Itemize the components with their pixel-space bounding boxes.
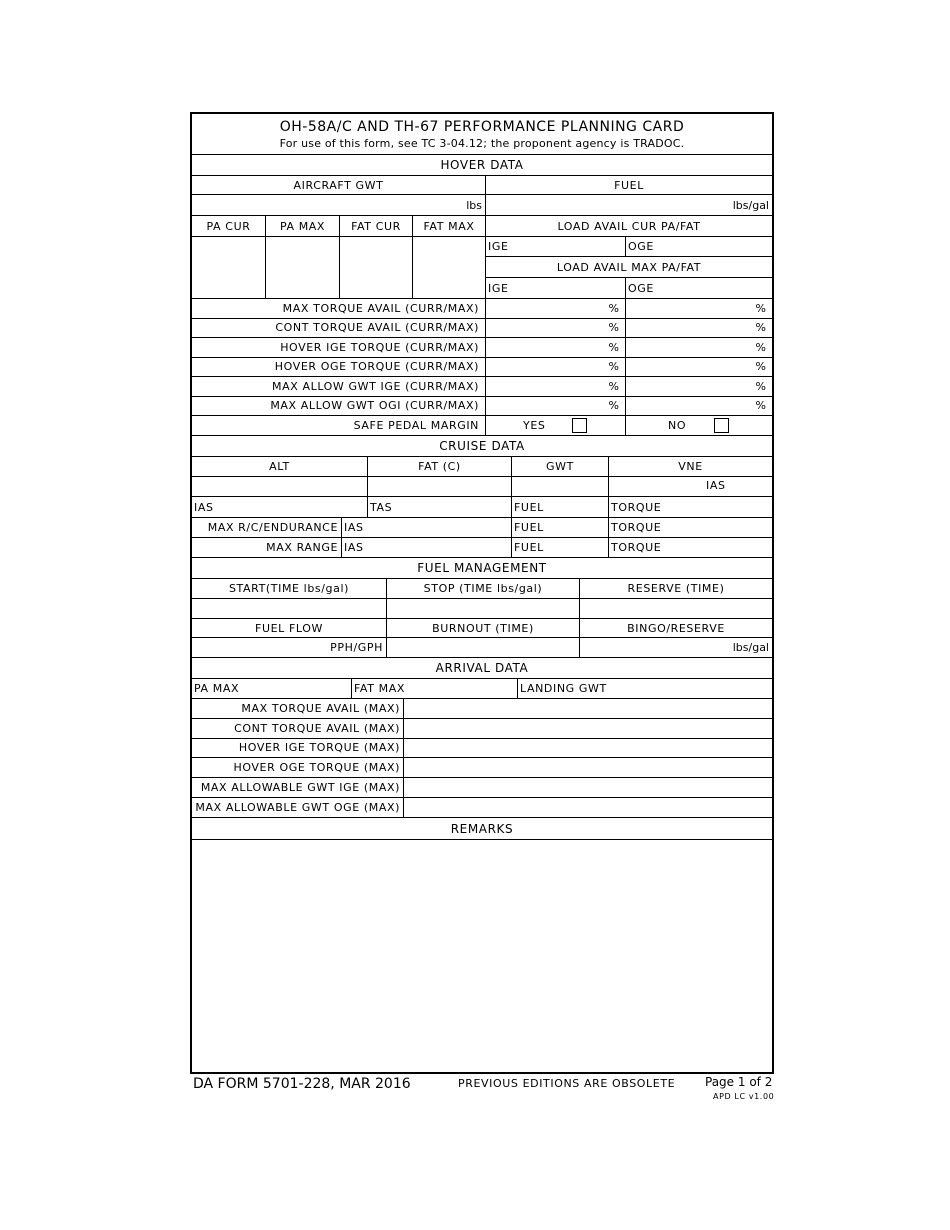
ias-label: IAS — [344, 541, 364, 554]
percent-unit: % — [608, 379, 619, 393]
max-rc-ias-field[interactable] — [342, 518, 512, 538]
hover-row-max-field[interactable] — [626, 377, 772, 397]
arrival-row-label: MAX ALLOWABLE GWT IGE (MAX) — [192, 778, 404, 798]
pph-gph-unit: PPH/GPH — [330, 641, 383, 654]
fat-cur-field[interactable] — [340, 237, 413, 299]
alt-field[interactable] — [192, 477, 368, 497]
arrival-pa-max-field[interactable] — [192, 679, 352, 699]
arrival-row-field[interactable] — [404, 758, 772, 778]
lbs-gal-unit: lbs/gal — [732, 198, 769, 212]
fuel-flow-label: FUEL FLOW — [192, 619, 387, 638]
landing-gwt-label: LANDING GWT — [520, 682, 607, 695]
max-range-label: MAX RANGE — [192, 538, 342, 558]
fuel-label: FUEL — [514, 521, 544, 534]
cruise-torque-field[interactable] — [609, 497, 772, 518]
safe-pedal-margin-label: SAFE PEDAL MARGIN — [192, 416, 486, 436]
pa-cur-label: PA CUR — [192, 216, 266, 237]
ige-label: IGE — [488, 281, 509, 295]
vne-ias-label: IAS — [706, 479, 726, 492]
cruise-tas-field[interactable] — [368, 497, 512, 518]
aircraft-gwt-field[interactable] — [192, 195, 486, 216]
hover-row-max-field[interactable] — [626, 338, 772, 358]
stop-label: STOP (TIME lbs/gal) — [387, 579, 580, 599]
safe-pedal-yes — [486, 416, 626, 436]
form-subtitle: For use of this form, see TC 3-04.12; the proponent agency is TRADOC. — [279, 136, 685, 150]
arrival-row-field[interactable] — [404, 699, 772, 719]
remarks-section-header: REMARKS — [192, 818, 772, 840]
fat-max-field[interactable] — [413, 237, 486, 299]
percent-unit: % — [608, 399, 619, 413]
gwt-field[interactable] — [512, 477, 609, 497]
fat-max-label: FAT MAX — [413, 216, 486, 237]
percent-unit: % — [608, 340, 619, 354]
fat-max-label: FAT MAX — [354, 682, 405, 695]
pa-cur-field[interactable] — [192, 237, 266, 299]
pa-max-label: PA MAX — [194, 682, 240, 695]
page-number: Page 1 of 2 — [705, 1075, 773, 1089]
vne-label: VNE — [609, 457, 772, 477]
pa-max-field[interactable] — [266, 237, 340, 299]
arrival-row-label: MAX TORQUE AVAIL (MAX) — [192, 699, 404, 719]
percent-unit: % — [755, 301, 766, 315]
load-max-ige-field[interactable] — [486, 278, 626, 299]
arrival-row-field[interactable] — [404, 739, 772, 759]
aircraft-gwt-label: AIRCRAFT GWT — [192, 176, 486, 195]
hover-row-label: HOVER IGE TORQUE (CURR/MAX) — [192, 338, 486, 358]
arrival-row-field[interactable] — [404, 719, 772, 739]
yes-checkbox[interactable] — [572, 418, 587, 433]
bingo-reserve-label: BINGO/RESERVE — [580, 619, 772, 638]
title-block — [192, 114, 772, 155]
fuel-flow-field[interactable] — [192, 638, 387, 658]
percent-unit: % — [608, 321, 619, 335]
burnout-label: BURNOUT (TIME) — [387, 619, 580, 638]
burnout-field[interactable] — [387, 638, 580, 658]
percent-unit: % — [755, 340, 766, 354]
safe-pedal-no — [626, 416, 772, 436]
fat-c-label: FAT (C) — [368, 457, 512, 477]
hover-row-max-field[interactable] — [626, 319, 772, 339]
fuel-label: FUEL — [486, 176, 772, 195]
oge-label: OGE — [628, 240, 654, 253]
load-max-oge-field[interactable] — [626, 278, 772, 299]
ias-label: IAS — [194, 500, 214, 514]
max-rc-torque-field[interactable] — [609, 518, 772, 538]
arrival-section-header: ARRIVAL DATA — [192, 658, 772, 679]
start-label: START(TIME lbs/gal) — [192, 579, 387, 599]
torque-label: TORQUE — [611, 521, 662, 534]
hover-row-label: CONT TORQUE AVAIL (CURR/MAX) — [192, 319, 486, 339]
bingo-reserve-field[interactable] — [580, 638, 772, 658]
load-avail-cur-label: LOAD AVAIL CUR PA/FAT — [486, 216, 772, 237]
form-number: DA FORM 5701-228, MAR 2016 — [193, 1076, 411, 1092]
fuel-label: FUEL — [514, 500, 544, 514]
hover-row-curr-field[interactable] — [486, 358, 626, 378]
fuel-label: FUEL — [514, 541, 544, 554]
no-label: NO — [668, 419, 687, 432]
tas-label: TAS — [370, 500, 393, 514]
percent-unit: % — [755, 360, 766, 374]
max-range-torque-field[interactable] — [609, 538, 772, 558]
arrival-row-field[interactable] — [404, 798, 772, 818]
remarks-field[interactable] — [192, 840, 772, 1072]
yes-label: YES — [523, 419, 546, 432]
lbs-gal-unit: lbs/gal — [732, 641, 769, 654]
max-rc-fuel-field[interactable] — [512, 518, 609, 538]
hover-row-max-field[interactable] — [626, 358, 772, 378]
ige-label: IGE — [488, 240, 509, 253]
performance-planning-card — [190, 112, 774, 1074]
arrival-row-label: CONT TORQUE AVAIL (MAX) — [192, 719, 404, 739]
hover-row-max-field[interactable] — [626, 299, 772, 319]
hover-row-max-field[interactable] — [626, 397, 772, 417]
hover-row-curr-field[interactable] — [486, 319, 626, 339]
ias-label: IAS — [344, 521, 364, 534]
oge-label: OGE — [628, 281, 654, 295]
no-checkbox[interactable] — [714, 418, 729, 433]
torque-label: TORQUE — [611, 541, 662, 554]
percent-unit: % — [608, 301, 619, 315]
cruise-ias-field[interactable] — [192, 497, 368, 518]
form-title: OH-58A/C AND TH-67 PERFORMANCE PLANNING CARD — [279, 118, 685, 135]
pa-max-label: PA MAX — [266, 216, 340, 237]
landing-gwt-field[interactable] — [518, 679, 772, 699]
previous-editions-notice: PREVIOUS EDITIONS ARE OBSOLETE — [458, 1077, 676, 1090]
max-rc-endurance-label: MAX R/C/ENDURANCE — [192, 518, 342, 538]
start-field[interactable] — [192, 599, 387, 619]
load-avail-max-label: LOAD AVAIL MAX PA/FAT — [486, 257, 772, 278]
arrival-row-field[interactable] — [404, 778, 772, 798]
fat-c-field[interactable] — [368, 477, 512, 497]
percent-unit: % — [755, 321, 766, 335]
load-cur-oge-field[interactable] — [626, 237, 772, 257]
arrival-fat-max-field[interactable] — [352, 679, 518, 699]
percent-unit: % — [755, 399, 766, 413]
hover-row-curr-field[interactable] — [486, 299, 626, 319]
cruise-fuel-field[interactable] — [512, 497, 609, 518]
max-range-ias-field[interactable] — [342, 538, 512, 558]
hover-row-curr-field[interactable] — [486, 377, 626, 397]
fat-cur-label: FAT CUR — [340, 216, 413, 237]
stop-field[interactable] — [387, 599, 580, 619]
hover-row-curr-field[interactable] — [486, 338, 626, 358]
percent-unit: % — [755, 379, 766, 393]
cruise-section-header: CRUISE DATA — [192, 436, 772, 457]
max-range-fuel-field[interactable] — [512, 538, 609, 558]
arrival-row-label: MAX ALLOWABLE GWT OGE (MAX) — [192, 798, 404, 818]
arrival-row-label: HOVER OGE TORQUE (MAX) — [192, 758, 404, 778]
torque-label: TORQUE — [611, 500, 662, 514]
gwt-label: GWT — [512, 457, 609, 477]
load-cur-ige-field[interactable] — [486, 237, 626, 257]
arrival-row-label: HOVER IGE TORQUE (MAX) — [192, 739, 404, 759]
hover-row-label: MAX ALLOW GWT OGI (CURR/MAX) — [192, 397, 486, 417]
hover-row-label: MAX ALLOW GWT IGE (CURR/MAX) — [192, 377, 486, 397]
alt-label: ALT — [192, 457, 368, 477]
hover-section-header: HOVER DATA — [192, 155, 772, 176]
hover-row-label: HOVER OGE TORQUE (CURR/MAX) — [192, 358, 486, 378]
fuel-field[interactable] — [486, 195, 772, 216]
vne-field[interactable] — [609, 477, 772, 497]
version-label: APD LC v1.00 — [713, 1092, 775, 1101]
reserve-field[interactable] — [580, 599, 772, 619]
lbs-unit: lbs — [466, 198, 482, 212]
fuel-mgmt-section-header: FUEL MANAGEMENT — [192, 558, 772, 579]
hover-row-label: MAX TORQUE AVAIL (CURR/MAX) — [192, 299, 486, 319]
reserve-label: RESERVE (TIME) — [580, 579, 772, 599]
hover-row-curr-field[interactable] — [486, 397, 626, 417]
percent-unit: % — [608, 360, 619, 374]
